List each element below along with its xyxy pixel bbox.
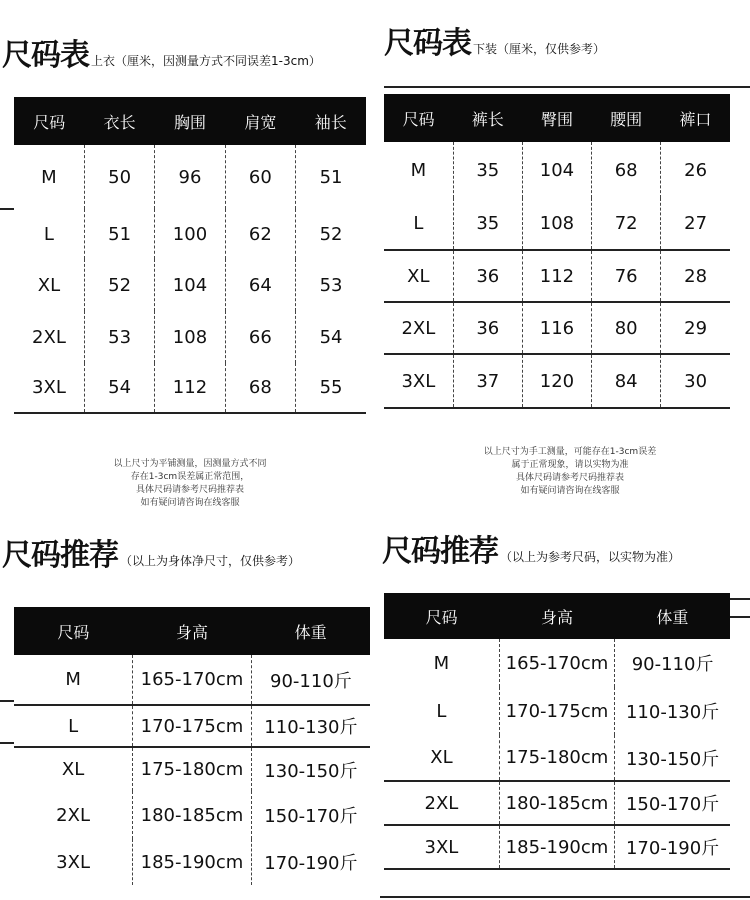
- table-cell: 90-110斤: [615, 639, 730, 687]
- table-cell: 185-190cm: [133, 839, 252, 885]
- col-header: 袖长: [296, 97, 366, 145]
- table-header-row: [14, 97, 366, 145]
- table-cell: 3XL: [56, 851, 90, 873]
- table-cell: 50: [84, 145, 154, 209]
- table-cell: M: [41, 166, 57, 188]
- note-line: 如有疑问请咨询在线客服: [140, 498, 240, 508]
- table-row: [384, 354, 730, 408]
- table-cell: 62: [225, 209, 295, 259]
- table-row: [384, 198, 730, 250]
- table-cell: 96: [155, 145, 225, 209]
- table-row: [384, 781, 730, 825]
- table-cell: XL: [37, 274, 61, 296]
- table-cell: 108: [155, 311, 225, 363]
- table-cell: 54: [296, 311, 366, 363]
- table-cell: 3XL: [384, 825, 499, 869]
- table-row: [384, 639, 730, 687]
- table-cell: 175-180cm: [499, 735, 614, 781]
- col-header: 尺码: [14, 97, 84, 145]
- table-cell: 52: [84, 259, 154, 311]
- table-cell: 84: [592, 354, 661, 408]
- table-row: [384, 825, 730, 869]
- panel-title-sub: （以上为身体净尺寸，仅供参考）: [120, 554, 301, 568]
- table-cell: 150-170斤: [251, 791, 370, 839]
- table-cell: 2XL: [32, 326, 66, 348]
- table-cell: 60: [225, 145, 295, 209]
- table-cell: 76: [592, 250, 661, 302]
- table-cell: M: [14, 655, 133, 705]
- table-row: [384, 302, 730, 354]
- table-row: [14, 311, 366, 363]
- table-cell: 104: [522, 142, 591, 198]
- table-cell: XL: [61, 759, 85, 780]
- size-table: [384, 94, 730, 409]
- table-cell: L: [436, 700, 447, 722]
- table-cell: 27: [661, 198, 730, 250]
- col-header: 臀围: [522, 94, 591, 142]
- size-table: [14, 97, 366, 414]
- table-cell: 37: [453, 354, 522, 408]
- table-cell: 3XL: [384, 354, 453, 408]
- table-cell: 52: [296, 209, 366, 259]
- size-table: [384, 593, 730, 870]
- table-cell: 35: [453, 142, 522, 198]
- table-cell: 35: [453, 198, 522, 250]
- table-cell: 100: [155, 209, 225, 259]
- table-row: [384, 250, 730, 302]
- note-line: 以上尺寸为平铺测量，因测量方式不同: [113, 459, 267, 469]
- table-cell: L: [43, 223, 54, 245]
- table-cell: 112: [522, 250, 591, 302]
- table-note: [450, 446, 690, 498]
- size-panel-bottom-left: [0, 520, 370, 900]
- table-cell: 80: [592, 302, 661, 354]
- bottom-rule: [380, 896, 750, 898]
- table-header-row: [384, 94, 730, 142]
- col-header: 衣长: [84, 97, 154, 145]
- table-cell: 51: [296, 145, 366, 209]
- note-line: 存在1-3cm误差属正常范围，: [130, 472, 250, 482]
- panel-title: [382, 526, 680, 570]
- col-header: 尺码: [384, 593, 499, 639]
- table-cell: 165-170cm: [499, 639, 614, 687]
- table-row: [14, 705, 370, 747]
- table-cell: 170-175cm: [133, 705, 252, 747]
- table-cell: 110-130斤: [251, 705, 370, 747]
- row-divider: [0, 208, 14, 210]
- col-header: 肩宽: [225, 97, 295, 145]
- table-cell: 68: [592, 142, 661, 198]
- table-cell: XL: [384, 250, 453, 302]
- table-cell: 112: [155, 363, 225, 413]
- col-header: 裤长: [453, 94, 522, 142]
- table-cell: 104: [155, 259, 225, 311]
- table-header-row: [14, 607, 370, 655]
- note-line: 具体尺码请参考尺码推荐表: [135, 485, 244, 495]
- table-cell: 108: [522, 198, 591, 250]
- panel-title: [2, 30, 321, 74]
- table-cell: 110-130斤: [615, 687, 730, 735]
- panel-title-main: 尺码表: [384, 26, 471, 61]
- row-divider: [730, 616, 750, 618]
- table-cell: 170-175cm: [499, 687, 614, 735]
- col-header: 体重: [615, 593, 730, 639]
- table-cell: 90-110斤: [251, 655, 370, 705]
- panel-title-sub: 上衣（厘米，因测量方式不同误差1-3cm）: [91, 54, 321, 68]
- size-panel-top-right: [380, 0, 750, 520]
- table-cell: XL: [384, 735, 499, 781]
- table-cell: 2XL: [384, 302, 453, 354]
- row-divider: [0, 742, 14, 744]
- table-note: [70, 458, 310, 510]
- col-header: 裤口: [661, 94, 730, 142]
- table-cell: 51: [84, 209, 154, 259]
- table-cell: 36: [453, 250, 522, 302]
- note-line: 属于正常现象，请以实物为准: [511, 460, 629, 470]
- table-cell: 3XL: [14, 363, 84, 413]
- col-header: 身高: [133, 607, 252, 655]
- size-panel-bottom-right: [380, 520, 750, 900]
- table-row: [14, 145, 366, 209]
- panel-title-main: 尺码表: [2, 38, 89, 73]
- table-cell: 53: [296, 259, 366, 311]
- table-row: [14, 259, 366, 311]
- table-cell: 28: [661, 250, 730, 302]
- table-cell: 170-190斤: [615, 825, 730, 869]
- size-table: [14, 607, 370, 885]
- table-cell: M: [433, 652, 450, 674]
- panel-title-sub: 下装（厘米，仅供参考）: [473, 42, 606, 56]
- table-cell: 170-190斤: [251, 839, 370, 885]
- col-header: 体重: [251, 607, 370, 655]
- table-row: [384, 735, 730, 781]
- table-cell: L: [14, 705, 133, 747]
- table-cell: 185-190cm: [499, 825, 614, 869]
- table-cell: 130-150斤: [615, 735, 730, 781]
- table-row: [14, 655, 370, 705]
- panel-title-sub: （以上为参考尺码，以实物为准）: [500, 550, 681, 564]
- col-header: 尺码: [384, 94, 453, 142]
- table-cell: 55: [296, 363, 366, 413]
- table-cell: 26: [661, 142, 730, 198]
- table-row: [14, 747, 370, 791]
- table-cell: 130-150斤: [251, 747, 370, 791]
- table-cell: M: [410, 159, 427, 181]
- table-cell: 29: [661, 302, 730, 354]
- panel-title-main: 尺码推荐: [382, 534, 498, 569]
- table-row: [14, 791, 370, 839]
- table-cell: 30: [661, 354, 730, 408]
- table-cell: 120: [522, 354, 591, 408]
- note-line: 具体尺码请参考尺码推荐表: [515, 473, 624, 483]
- table-cell: 180-185cm: [499, 781, 614, 825]
- table-cell: 54: [84, 363, 154, 413]
- col-header: 尺码: [14, 607, 133, 655]
- col-header: 胸围: [155, 97, 225, 145]
- table-row: [384, 687, 730, 735]
- table-cell: 2XL: [384, 781, 499, 825]
- table-row: [384, 142, 730, 198]
- table-cell: 2XL: [56, 804, 90, 826]
- table-cell: 64: [225, 259, 295, 311]
- panel-title: [384, 18, 605, 62]
- table-cell: 66: [225, 311, 295, 363]
- panel-title-main: 尺码推荐: [2, 538, 118, 573]
- row-divider: [730, 598, 750, 600]
- table-header-row: [384, 593, 730, 639]
- table-row: [14, 209, 366, 259]
- note-line: 如有疑问请咨询在线客服: [520, 486, 620, 496]
- table-cell: 36: [453, 302, 522, 354]
- table-cell: 72: [592, 198, 661, 250]
- size-panel-top-left: [0, 0, 370, 520]
- note-line: 以上尺寸为手工测量，可能存在1-3cm误差: [483, 447, 657, 457]
- table-row: [14, 839, 370, 885]
- table-cell: 180-185cm: [133, 791, 252, 839]
- table-cell: 175-180cm: [133, 747, 252, 791]
- table-cell: 53: [84, 311, 154, 363]
- table-cell: 68: [225, 363, 295, 413]
- panel-title: [2, 530, 300, 574]
- table-cell: L: [384, 198, 453, 250]
- top-rule: [384, 86, 750, 88]
- col-header: 身高: [499, 593, 614, 639]
- table-cell: 150-170斤: [615, 781, 730, 825]
- col-header: 腰围: [592, 94, 661, 142]
- table-row: [14, 363, 366, 413]
- row-divider: [0, 700, 14, 702]
- table-cell: 116: [522, 302, 591, 354]
- table-cell: 165-170cm: [133, 655, 252, 705]
